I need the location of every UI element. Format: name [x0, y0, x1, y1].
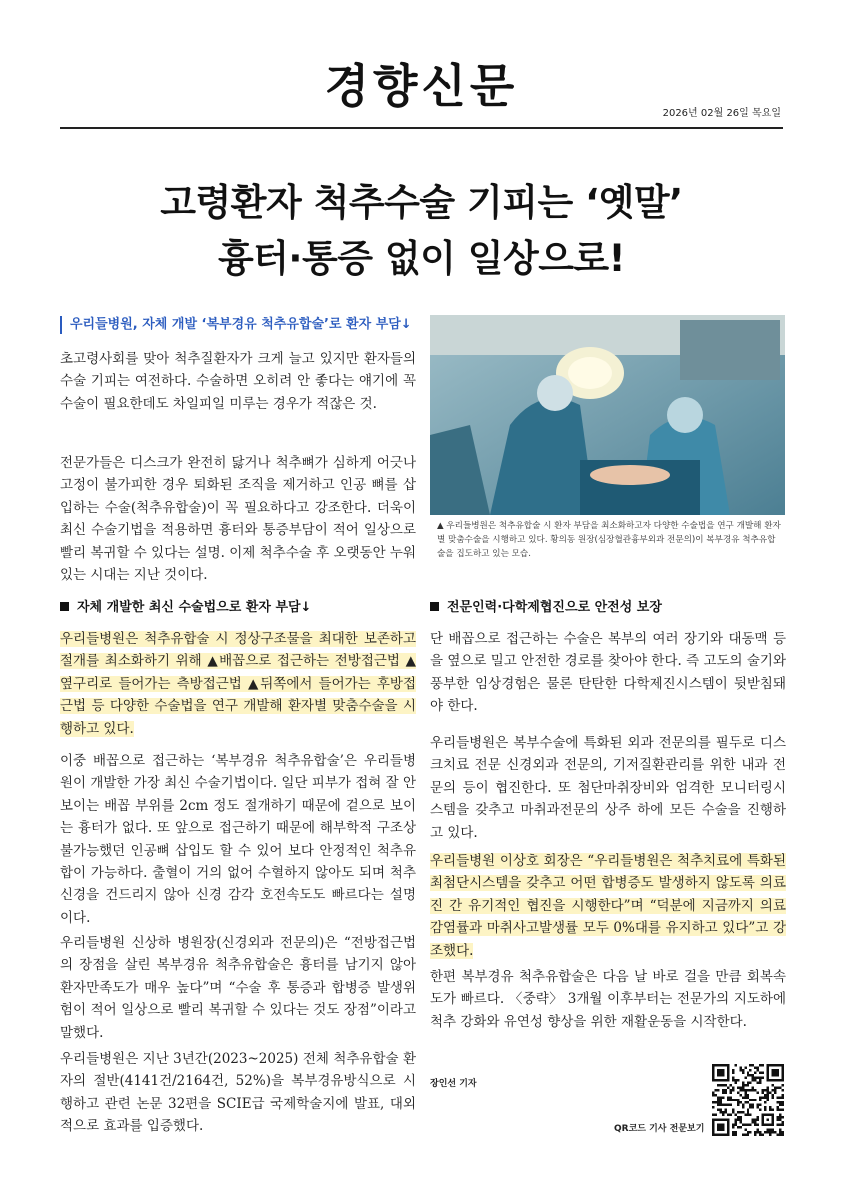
square-bullet-icon [430, 602, 439, 611]
body-paragraph-highlight [60, 628, 416, 740]
section-heading-right-text: 전문인력·다학제협진으로 안전성 보장 [447, 600, 662, 615]
article-subhead: 우리들병원, 자체 개발 ‘복부경유 척추유합술’로 환자 부담↓ [60, 316, 412, 334]
masthead-logo: 경향신문 [324, 59, 519, 113]
issue-date: 2026년 02월 26일 목요일 [662, 108, 781, 119]
intro-paragraph-2: 전문가들은 디스크가 완전히 닳거나 척추뼈가 심하게 어긋나 고정이 불가피한 경우 퇴화된 조직을 제거하고 인공 뼈를 삽입하는 수술(척추유합술)이 꼭 필요하다고 강조한다. 더욱이 최신 수술기법을 적용하면 흉터와 통증부담이 적어 일상으로 빨리 복귀할 수 있다는 설명. 이제 척추수술 후 오랫동안 누워 있는 시대는 지난 것이다. [60, 455, 416, 584]
body-paragraph-4: 우리들병원은 지난 3년간(2023~2025) 전체 척추유합술 환자의 절반(4141건/2164건, 52%)을 복부경유방식으로 시행하고 관련 논문 32편을 SCIE급 국제학술지에 발표, 대외적으로 효과를 입증했다. [60, 1051, 416, 1135]
right-paragraph-4: 한편 복부경유 척추유합술은 다음 날 바로 걸을 만큼 회복속도가 빠르다. 〈중략〉 3개월 이후부터는 전문가의 지도하에 척추 강화와 유연성 향상을 위한 재활운동을 시작한다. [430, 969, 786, 1030]
intro-paragraph-1: 초고령사회를 맞아 척추질환자가 크게 늘고 있지만 환자들의 수술 기피는 여전하다. 수술하면 오히려 안 좋다는 얘기에 꼭 수술이 필요한데도 차일피일 미루는 경우가 적잖은 것. [60, 351, 416, 412]
byline: 장인선 기자 [430, 1079, 477, 1089]
body-paragraph-3: 우리들병원 신상하 병원장(신경외과 전문의)은 “전방접근법의 장점을 살린 복부경유 척추유합술은 흉터를 남기지 않아 환자만족도가 매우 높다”며 “수술 후 통증과 합병증 발생위험이 적어 일상으로 빨리 복귀할 수 있다는 것도 장점”이라고 말했다. [60, 935, 416, 1041]
highlighted-text: 우리들병원 이상호 회장은 “우리들병원은 척추치료에 특화된 최첨단시스템을 갖추고 어떤 합병증도 발생하지 않도록 의료진 간 유기적인 협진을 시행한다”며 “덕분에 지금까지 의료감염률과 마취사고발생률 모두 0%대를 유지하고 있다”고 강조했다. [430, 853, 786, 959]
headline-line-1: 고령환자 척추수술 기피는 ‘옛말’ [160, 181, 683, 224]
qr-label: QR코드 기사 전문보기 [614, 1124, 705, 1134]
photo-caption: ▲ 우리들병원은 척추유합술 시 환자 부담을 최소화하고자 다양한 수술법을 연구 개발해 환자별 맞춤수술을 시행하고 있다. 황의동 원장(심장혈관흉부외과 전문의)이 복부경유 척추유합술을 집도하고 있는 모습. [437, 521, 781, 559]
section-heading-left-text: 자체 개발한 최신 수술법으로 환자 부담↓ [77, 600, 312, 615]
right-paragraph-2: 우리들병원은 복부수술에 특화된 외과 전문의를 필두로 디스크치료 전문 신경외과 전문의, 기저질환관리를 위한 내과 전문의 등이 협진한다. 또 첨단마취장비와 엄격한 모니터링시스템을 갖추고 마취과전문의 상주 하에 모든 수술을 진행하고 있다. [430, 735, 786, 841]
square-bullet-icon [60, 602, 69, 611]
masthead-divider [60, 127, 783, 129]
right-paragraph-highlight [430, 850, 786, 962]
right-paragraph-1: 단 배꼽으로 접근하는 수술은 복부의 여러 장기와 대동맥 등을 옆으로 밀고 안전한 경로를 찾아야 한다. 즉 고도의 술기와 풍부한 임상경험은 물론 탄탄한 다학제진시스템이 뒷받침돼야 한다. [430, 631, 786, 715]
section-heading-left [60, 596, 311, 615]
highlighted-text: 우리들병원은 척추유합술 시 정상구조물을 최대한 보존하고 절개를 최소화하기 위해 ▲배꼽으로 접근하는 전방접근법 ▲옆구리로 들어가는 측방접근법 ▲뒤쪽에서 들어가는 후방접근법 등 다양한 수술법을 연구 개발해 환자별 맞춤수술을 시행하고 있다. [60, 631, 416, 737]
body-paragraph-2: 이중 배꼽으로 접근하는 ‘복부경유 척추유합술’은 우리들병원이 개발한 가장 최신 수술기법이다. 일단 피부가 접혀 잘 안 보이는 배꼽 부위를 2cm 정도 절개하기 때문에 겉으로 보이는 흉터가 없다. 또 앞으로 접근하기 때문에 해부학적 구조상 불가능했던 인공뼈 삽입도 할 수 있어 보다 안정적인 척추유합이 가능하다. 출혈이 거의 없어 수혈하지 않아도 되며 척추 신경을 건드리지 않아 신경 감각 호전속도도 빠르다는 설명이다. [60, 753, 416, 926]
qr-code-icon[interactable] [712, 1064, 784, 1136]
headline-line-2: 흉터·통증 없이 일상으로! [217, 237, 626, 280]
surgery-photo [430, 315, 785, 515]
section-heading-right [430, 596, 662, 615]
